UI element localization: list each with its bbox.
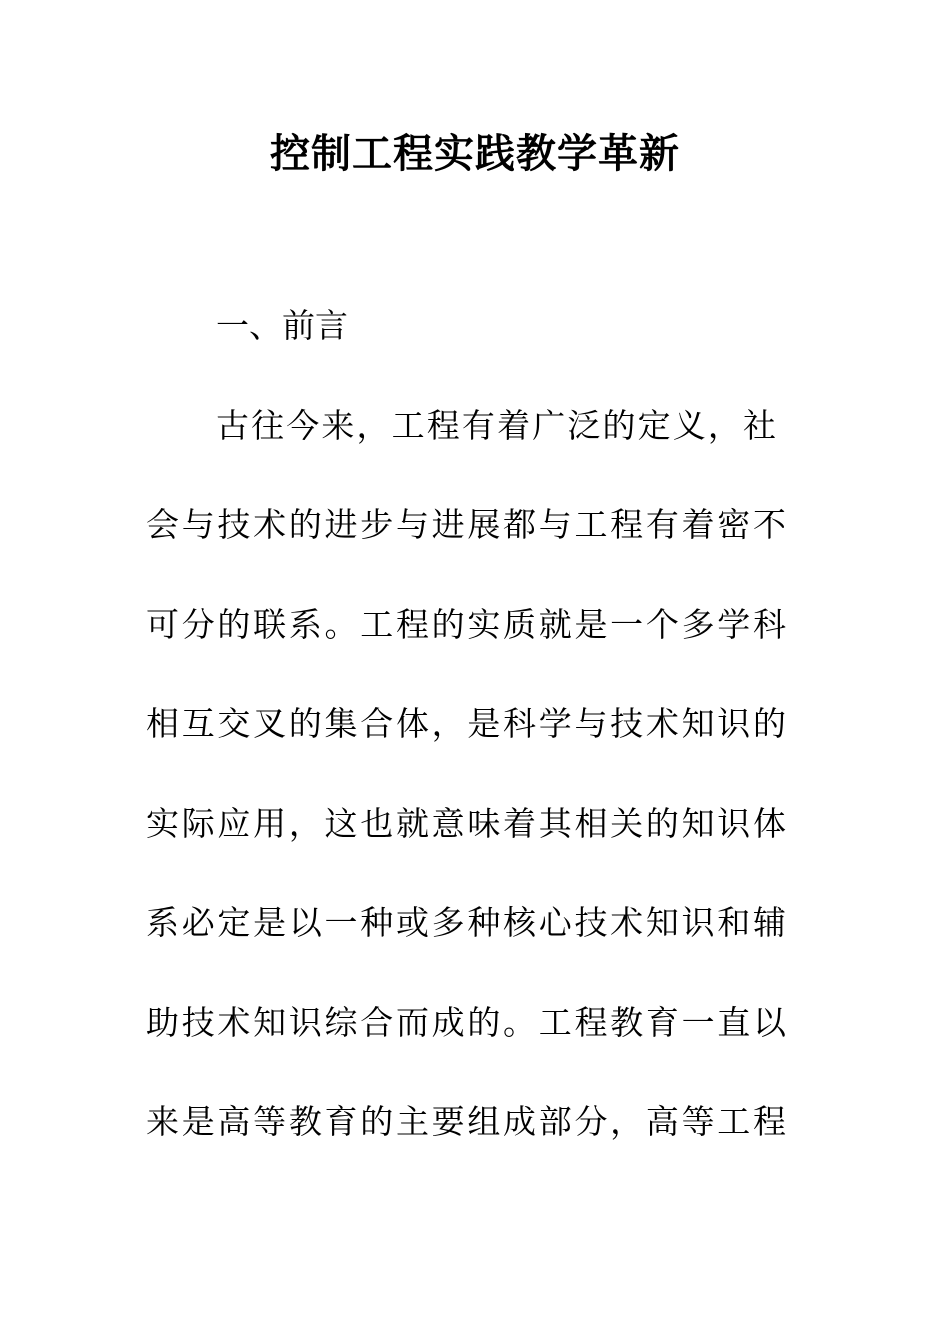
paragraph-line: 古往今来，工程有着广泛的定义，社 [216,406,776,445]
paragraph-line: 来是高等教育的主要组成部分，高等工程 [146,1102,786,1141]
section-heading: 一、前言 [216,306,348,345]
paragraph-line: 相互交叉的集合体，是科学与技术知识的 [146,704,786,743]
paragraph-line: 可分的联系。工程的实质就是一个多学科 [146,605,786,644]
paragraph-line: 会与技术的进步与进展都与工程有着密不 [146,505,786,544]
paragraph-line: 实际应用，这也就意味着其相关的知识体 [146,804,786,843]
document-title: 控制工程实践教学革新 [270,130,680,177]
paragraph-line: 系必定是以一种或多种核心技术知识和辅 [146,903,786,942]
paragraph-line: 助技术知识综合而成的。工程教育一直以 [146,1003,786,1042]
